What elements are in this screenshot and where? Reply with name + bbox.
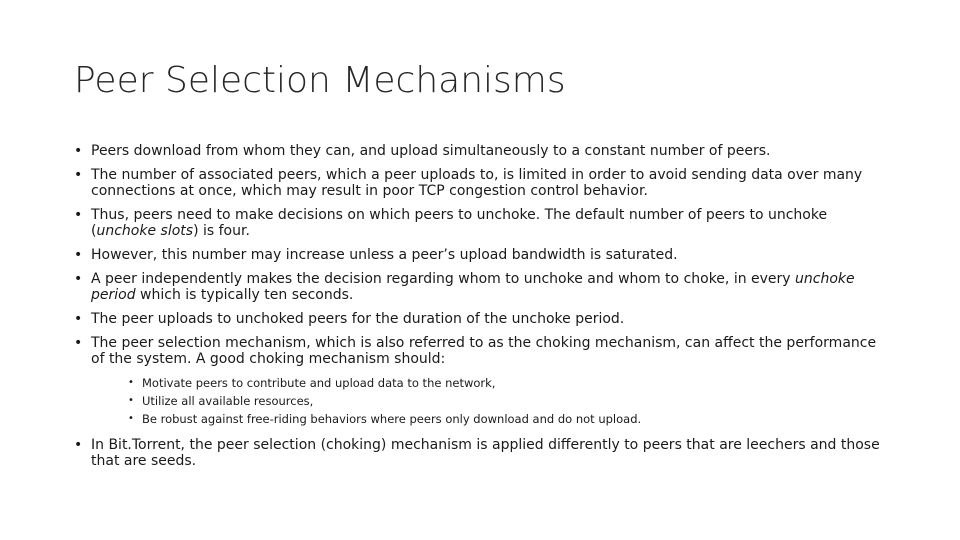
sub-bullet-marker: • [128,395,134,406]
bullet-item [74,437,894,469]
bullet-item [74,167,894,199]
emphasis-term: unchoke period [91,271,855,303]
bullet-text: A peer independently makes the decision regarding whom to unchoke and whom to choke, in every unchoke period which is typically ten seconds. [91,271,855,303]
bullet-item [74,247,894,263]
bullet-text: However, this number may increase unless a peer’s upload bandwidth is saturated. [91,247,678,263]
bullet-text: The number of associated peers, which a peer uploads to, is limited in order to avoid sending data over many connections at once, which may result in poor TCP congestion control behavior. [91,167,863,199]
bullet-marker: • [74,271,83,287]
bullet-marker: • [74,207,83,223]
bullet-item [74,271,894,303]
sub-bullet-text: Utilize all available resources, [142,394,314,408]
bullet-marker: • [74,311,83,327]
bullet-item [74,335,894,426]
slide-title: Peer Selection Mechanisms [74,60,566,101]
emphasis-term: unchoke slots [96,223,194,239]
bullet-marker: • [74,437,83,453]
bullet-text: Peers download from whom they can, and upload simultaneously to a constant number of peers. [91,143,771,159]
sub-bullet-marker: • [128,413,134,424]
bullet-text: Thus, peers need to make decisions on which peers to unchoke. The default number of peers to unchoke (unchoke slots) is four. [91,207,828,239]
sub-bullet-item [128,394,894,408]
bullet-marker: • [74,247,83,263]
bullet-item [74,311,894,327]
sub-bullet-marker: • [128,377,134,388]
sub-bullet-list [128,376,894,426]
bullet-marker: • [74,143,83,159]
bullet-marker: • [74,335,83,351]
bullet-marker: • [74,167,83,183]
bullet-item [74,207,894,239]
bullet-item [74,143,894,159]
bullet-text: The peer uploads to unchoked peers for the duration of the unchoke period. [91,311,625,327]
bullet-text: In Bit.Torrent, the peer selection (choking) mechanism is applied differently to peers that are leechers and those that are seeds. [91,437,880,469]
bullet-text: The peer selection mechanism, which is also referred to as the choking mechanism, can affect the performance of the system. A good choking mechanism should: [91,335,877,367]
bullet-list [74,143,894,469]
sub-bullet-text: Be robust against free-riding behaviors where peers only download and do not upload. [142,412,642,426]
sub-bullet-item [128,376,894,390]
sub-bullet-item [128,412,894,426]
slide-body [74,143,894,478]
sub-bullet-text: Motivate peers to contribute and upload data to the network, [142,376,496,390]
